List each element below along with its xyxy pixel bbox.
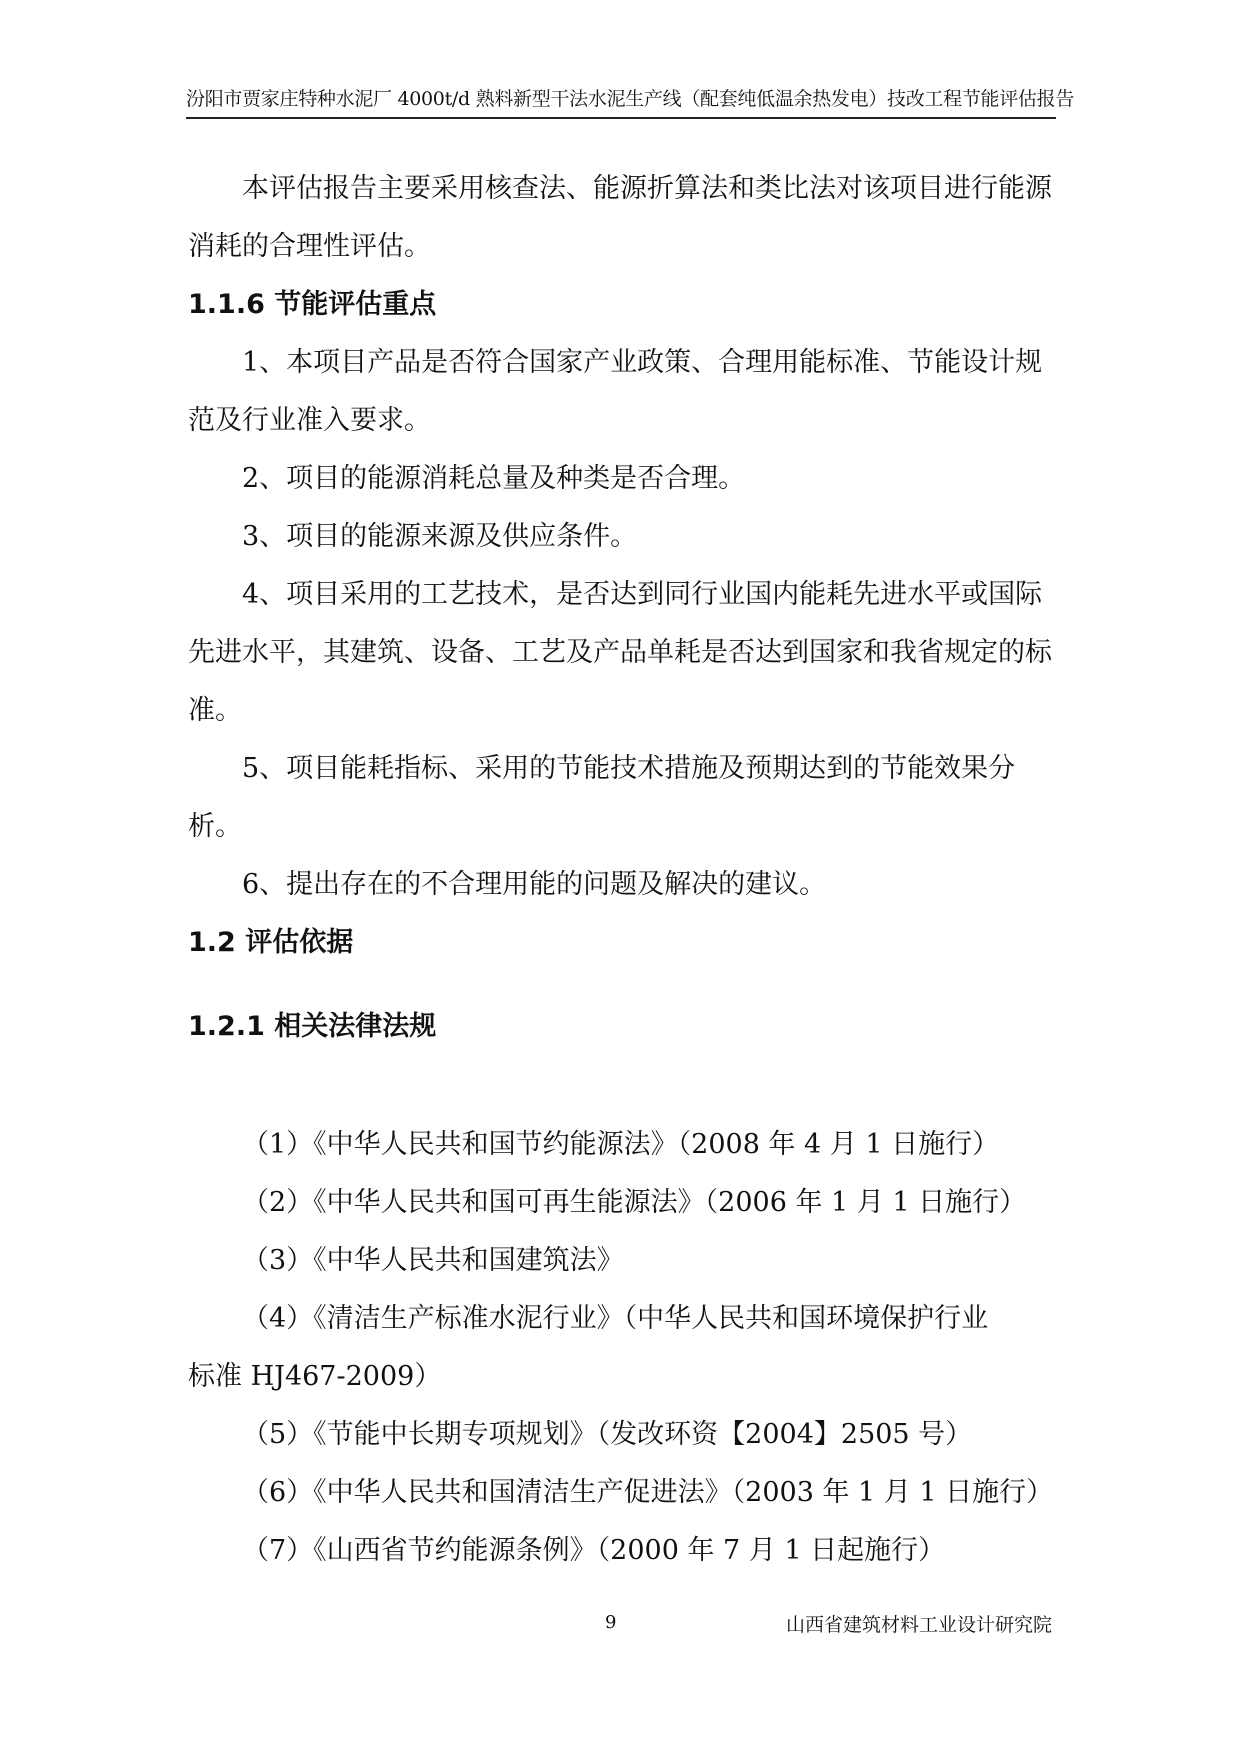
intro-paragraph: 本评估报告主要采用核查法、能源折算法和类比法对该项目进行能源消耗的合理性评估。 bbox=[188, 173, 1052, 262]
page-content bbox=[188, 160, 1058, 1580]
evaluation-item: 6、提出存在的不合理用能的问题及解决的建议。 bbox=[242, 869, 827, 900]
spacer bbox=[188, 1056, 1058, 1116]
evaluation-item: 3、项目的能源来源及供应条件。 bbox=[242, 521, 638, 552]
section-heading-1-1-6: 1.1.6 节能评估重点 bbox=[188, 289, 437, 320]
law-item: （5）《节能中长期专项规划》（发改环资【2004】2505 号） bbox=[242, 1419, 973, 1450]
evaluation-item: 5、项目能耗指标、采用的节能技术措施及预期达到的节能效果分析。 bbox=[188, 753, 1016, 842]
law-item: （7）《山西省节约能源条例》（2000 年 7 月 1 日起施行） bbox=[242, 1535, 946, 1566]
section-heading-1-2-1: 1.2.1 相关法律法规 bbox=[188, 1011, 437, 1042]
evaluation-item: 2、项目的能源消耗总量及种类是否合理。 bbox=[242, 463, 746, 494]
page-number: 9 bbox=[605, 1612, 617, 1633]
footer-organization: 山西省建筑材料工业设计研究院 bbox=[786, 1614, 1053, 1636]
spacer bbox=[188, 972, 1058, 998]
law-item: （1）《中华人民共和国节约能源法》（2008 年 4 月 1 日施行） bbox=[242, 1129, 1000, 1160]
evaluation-item: 1、本项目产品是否符合国家产业政策、合理用能标准、节能设计规范及行业准入要求。 bbox=[188, 347, 1043, 436]
evaluation-item: 4、项目采用的工艺技术，是否达到同行业国内能耗先进水平或国际先进水平，其建筑、设备、工艺及产品单耗是否达到国家和我省规定的标准。 bbox=[188, 579, 1052, 726]
running-header: 汾阳市贾家庄特种水泥厂 4000t/d 熟料新型干法水泥生产线（配套纯低温余热发电）技改工程节能评估报告 bbox=[186, 88, 1075, 110]
law-item-continuation: 标准 HJ467-2009） bbox=[188, 1361, 442, 1392]
law-item: （4）《清洁生产标准水泥行业》（中华人民共和国环境保护行业 bbox=[242, 1303, 989, 1334]
section-heading-1-2: 1.2 评估依据 bbox=[188, 927, 354, 958]
law-item: （2）《中华人民共和国可再生能源法》（2006 年 1 月 1 日施行） bbox=[242, 1187, 1027, 1218]
law-item: （3）《中华人民共和国建筑法》 bbox=[242, 1245, 624, 1276]
law-item: （6）《中华人民共和国清洁生产促进法》（2003 年 1 月 1 日施行） bbox=[242, 1477, 1054, 1508]
header-rule bbox=[186, 117, 1056, 119]
